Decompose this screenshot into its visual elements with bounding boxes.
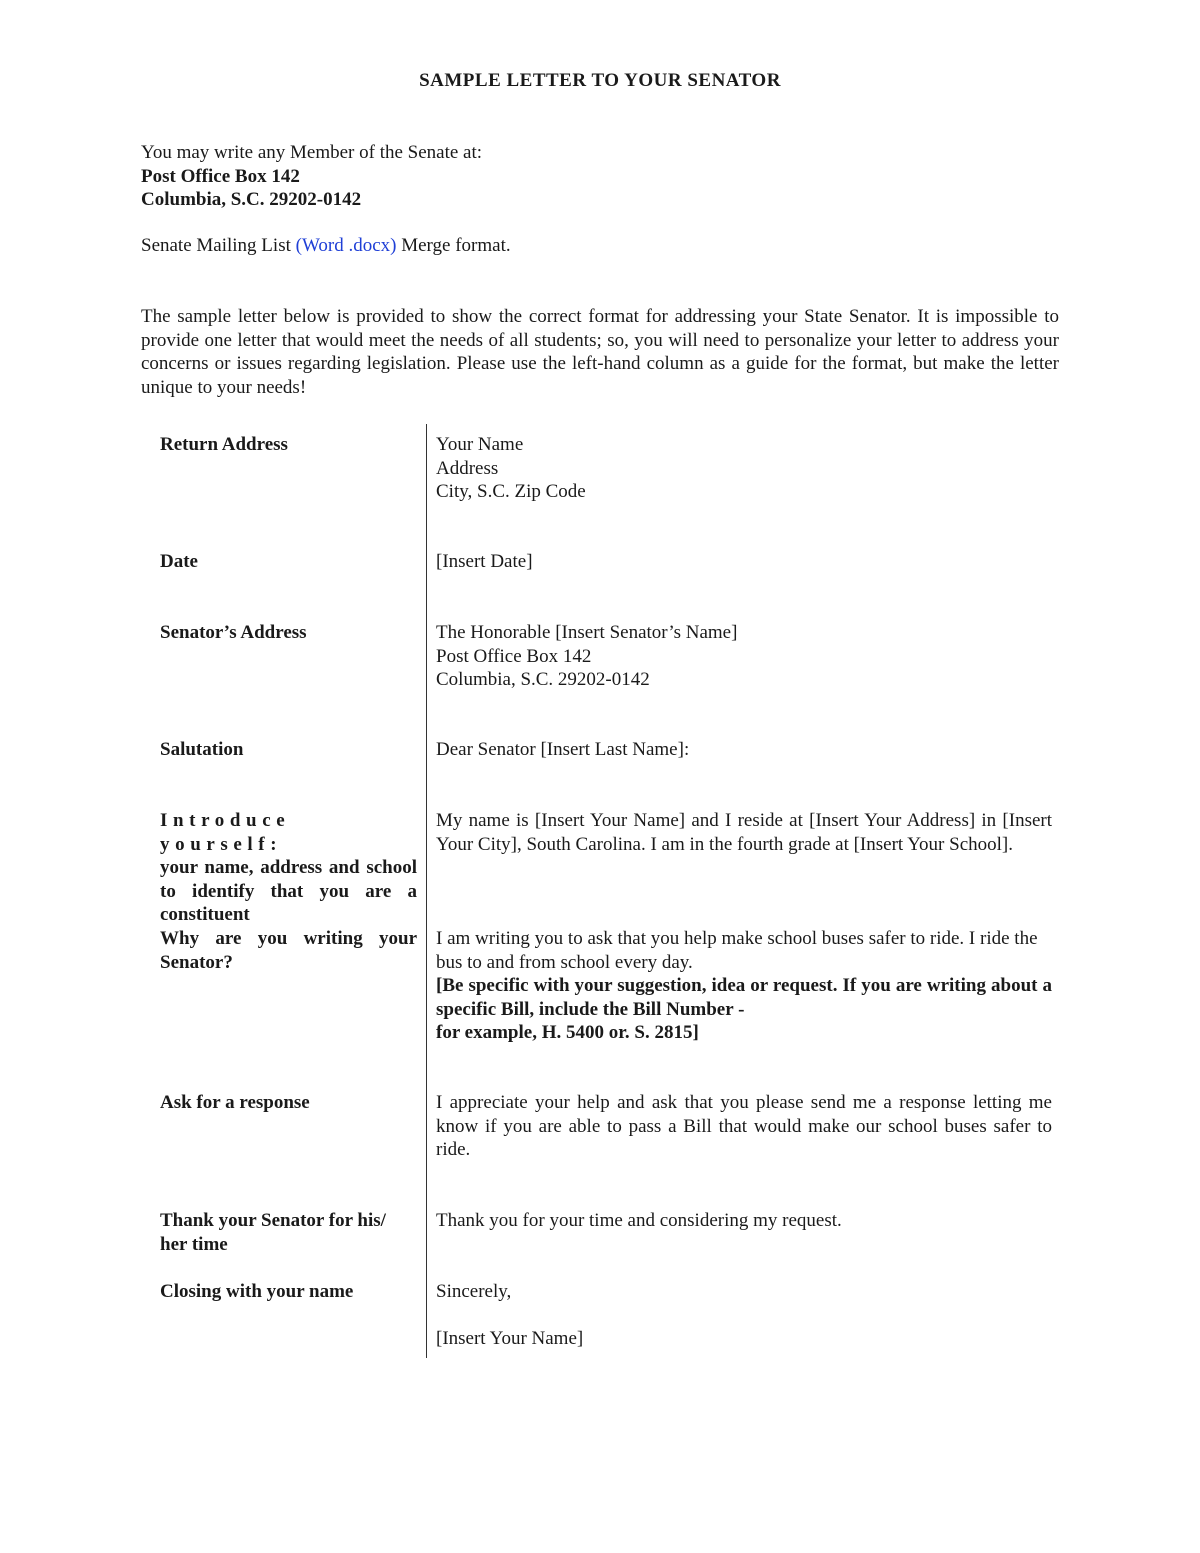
- value-closing: [436, 1280, 1052, 1350]
- value-thank: Thank you for your time and considering my request.: [436, 1210, 842, 1231]
- return-name: Your Name: [436, 434, 524, 455]
- intro-line: You may write any Member of the Senate at:: [141, 142, 483, 163]
- label-closing: Closing with your name: [160, 1281, 354, 1302]
- column-divider: [426, 424, 427, 1358]
- label-senator-address: Senator’s Address: [160, 622, 307, 643]
- po-box-line: Post Office Box 142: [141, 165, 300, 187]
- label-return-address: Return Address: [160, 434, 288, 455]
- label-date: Date: [160, 551, 198, 572]
- value-introduce: My name is [Insert Your Name] and I reside at [Insert Your Address] in [Insert Your City], South Carolina. I am in the fourth grade at [Insert Your School].: [436, 810, 1052, 855]
- value-date: [Insert Date]: [436, 551, 533, 572]
- mailing-prefix: Senate Mailing List: [141, 235, 296, 256]
- return-address: Address: [436, 457, 499, 479]
- why-bold-instruction: [Be specific with your suggestion, idea or request. If you are writing about a specific Bill, include the Bill Number -: [436, 975, 1052, 1020]
- value-salutation: Dear Senator [Insert Last Name]:: [436, 739, 690, 760]
- label-introduce-heading: Introduce yourself:: [160, 810, 291, 855]
- why-bold-example: for example, H. 5400 or. S. 2815]: [436, 1022, 699, 1043]
- closing-sincerely: Sincerely,: [436, 1281, 512, 1302]
- city-line: Columbia, S.C. 29202-0142: [141, 189, 362, 210]
- page-title: SAMPLE LETTER TO YOUR SENATOR: [419, 70, 781, 91]
- value-senator-address: [436, 621, 1052, 692]
- label-why: Why are you writing your Senator?: [160, 928, 417, 973]
- closing-name: [Insert Your Name]: [436, 1327, 584, 1349]
- label-thank: Thank your Senator for his/ her time: [160, 1210, 386, 1255]
- label-salutation: Salutation: [160, 739, 244, 760]
- return-city: City, S.C. Zip Code: [436, 481, 586, 502]
- label-response: Ask for a response: [160, 1092, 310, 1113]
- mailing-suffix: Merge format.: [396, 235, 511, 256]
- mailing-list-line: [141, 234, 1061, 258]
- label-introduce: [160, 809, 417, 927]
- senate-address-block: [141, 141, 1061, 212]
- label-introduce-detail: your name, address and school to identify that you are a constituent: [160, 857, 417, 925]
- why-text: I am writing you to ask that you help make school buses safer to ride. I ride the bus to and from school every day.: [436, 928, 1038, 973]
- value-why: [436, 927, 1052, 1045]
- word-docx-link[interactable]: (Word .docx): [295, 235, 397, 256]
- senator-city: Columbia, S.C. 29202-0142: [436, 669, 650, 690]
- instructions-paragraph: The sample letter below is provided to show the correct format for addressing your State Senator. It is impossible to provide one letter that would meet the needs of all students; so, you will need to personalize your letter to address your concerns or issues regarding legislation. Please use the left-hand column as a guide for the format, but make the letter unique to your needs!: [141, 306, 1059, 398]
- value-response: I appreciate your help and ask that you please send me a response letting me know if you are able to pass a Bill that would make our school buses safer to ride.: [436, 1092, 1052, 1160]
- senator-po-box: Post Office Box 142: [436, 645, 592, 667]
- senator-name: The Honorable [Insert Senator’s Name]: [436, 622, 738, 643]
- value-return-address: [436, 433, 1052, 504]
